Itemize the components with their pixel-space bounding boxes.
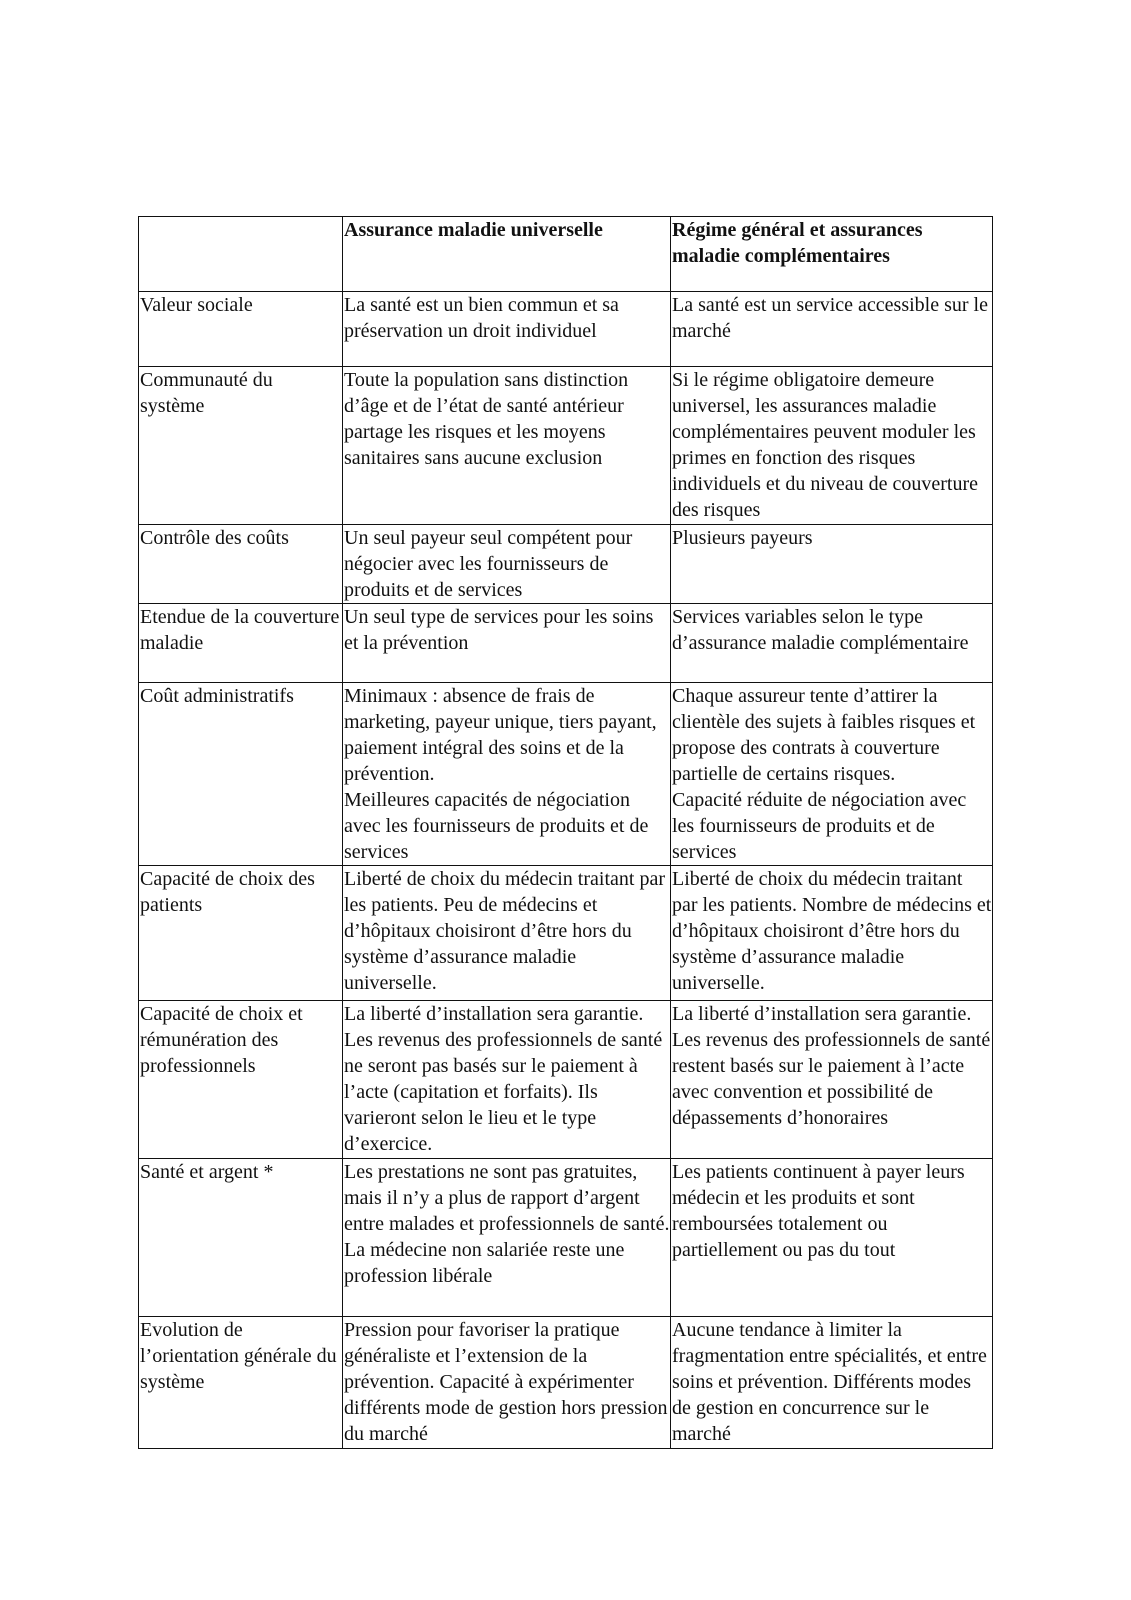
header-general: Régime général et assurances maladie complémentaires — [671, 217, 993, 292]
row-universal: Minimaux : absence de frais de marketing, payeur unique, tiers payant, paiement intégral des soins et de la prévention. Meilleures capacités de négociation avec les fournisseurs de produits et de services — [343, 683, 671, 866]
table-row — [139, 367, 993, 525]
row-general: Plusieurs payeurs — [671, 525, 993, 604]
row-general: Aucune tendance à limiter la fragmentation entre spécialités, et entre soins et prévention. Différents modes de gestion en concurrence sur le marché — [671, 1317, 993, 1449]
row-criterion: Capacité de choix des patients — [139, 866, 343, 1001]
row-criterion: Contrôle des coûts — [139, 525, 343, 604]
row-universal: Un seul type de services pour les soins et la prévention — [343, 604, 671, 683]
table-row — [139, 1159, 993, 1317]
table-row — [139, 604, 993, 683]
row-universal: Pression pour favoriser la pratique généraliste et l’extension de la prévention. Capacité à expérimenter différents mode de gestion hors pression du marché — [343, 1317, 671, 1449]
table-row — [139, 525, 993, 604]
row-universal: Les prestations ne sont pas gratuites, mais il n’y a plus de rapport d’argent entre malades et professionnels de santé. La médecine non salariée reste une profession libérale — [343, 1159, 671, 1317]
row-general: La liberté d’installation sera garantie. Les revenus des professionnels de santé restent basés sur le paiement à l’acte avec convention et possibilité de dépassements d’honoraires — [671, 1001, 993, 1159]
table-header-row — [139, 217, 993, 292]
row-general: Si le régime obligatoire demeure universel, les assurances maladie complémentaires peuvent moduler les primes en fonction des risques individuels et du niveau de couverture des risques — [671, 367, 993, 525]
comparison-table — [138, 216, 993, 1449]
header-universal: Assurance maladie universelle — [343, 217, 671, 292]
row-universal: Toute la population sans distinction d’âge et de l’état de santé antérieur partage les risques et les moyens sanitaires sans aucune exclusion — [343, 367, 671, 525]
row-universal: Liberté de choix du médecin traitant par les patients. Peu de médecins et d’hôpitaux choisiront d’être hors du système d’assurance maladie universelle. — [343, 866, 671, 1001]
row-criterion: Evolution de l’orientation générale du système — [139, 1317, 343, 1449]
row-general: Chaque assureur tente d’attirer la clientèle des sujets à faibles risques et propose des contrats à couverture partielle de certains risques. Capacité réduite de négociation avec les fournisseurs de produits et de services — [671, 683, 993, 866]
row-universal: La liberté d’installation sera garantie. Les revenus des professionnels de santé ne seront pas basés sur le paiement à l’acte (capitation et forfaits). Ils varieront selon le lieu et le type d’exercice. — [343, 1001, 671, 1159]
row-criterion: Etendue de la couverture maladie — [139, 604, 343, 683]
row-general: Liberté de choix du médecin traitant par les patients. Nombre de médecins et d’hôpitaux choisiront d’être hors du système d’assurance maladie universelle. — [671, 866, 993, 1001]
table-row — [139, 1317, 993, 1449]
header-criterion — [139, 217, 343, 292]
table-row — [139, 1001, 993, 1159]
row-criterion: Santé et argent * — [139, 1159, 343, 1317]
row-criterion: Communauté du système — [139, 367, 343, 525]
row-universal: La santé est un bien commun et sa préservation un droit individuel — [343, 292, 671, 367]
table-row — [139, 866, 993, 1001]
row-criterion: Coût administratifs — [139, 683, 343, 866]
row-criterion: Capacité de choix et rémunération des professionnels — [139, 1001, 343, 1159]
table-row — [139, 292, 993, 367]
row-criterion: Valeur sociale — [139, 292, 343, 367]
row-universal: Un seul payeur seul compétent pour négocier avec les fournisseurs de produits et de services — [343, 525, 671, 604]
row-general: Services variables selon le type d’assurance maladie complémentaire — [671, 604, 993, 683]
row-general: Les patients continuent à payer leurs médecin et les produits et sont remboursées totalement ou partiellement ou pas du tout — [671, 1159, 993, 1317]
table-row — [139, 683, 993, 866]
row-general: La santé est un service accessible sur le marché — [671, 292, 993, 367]
